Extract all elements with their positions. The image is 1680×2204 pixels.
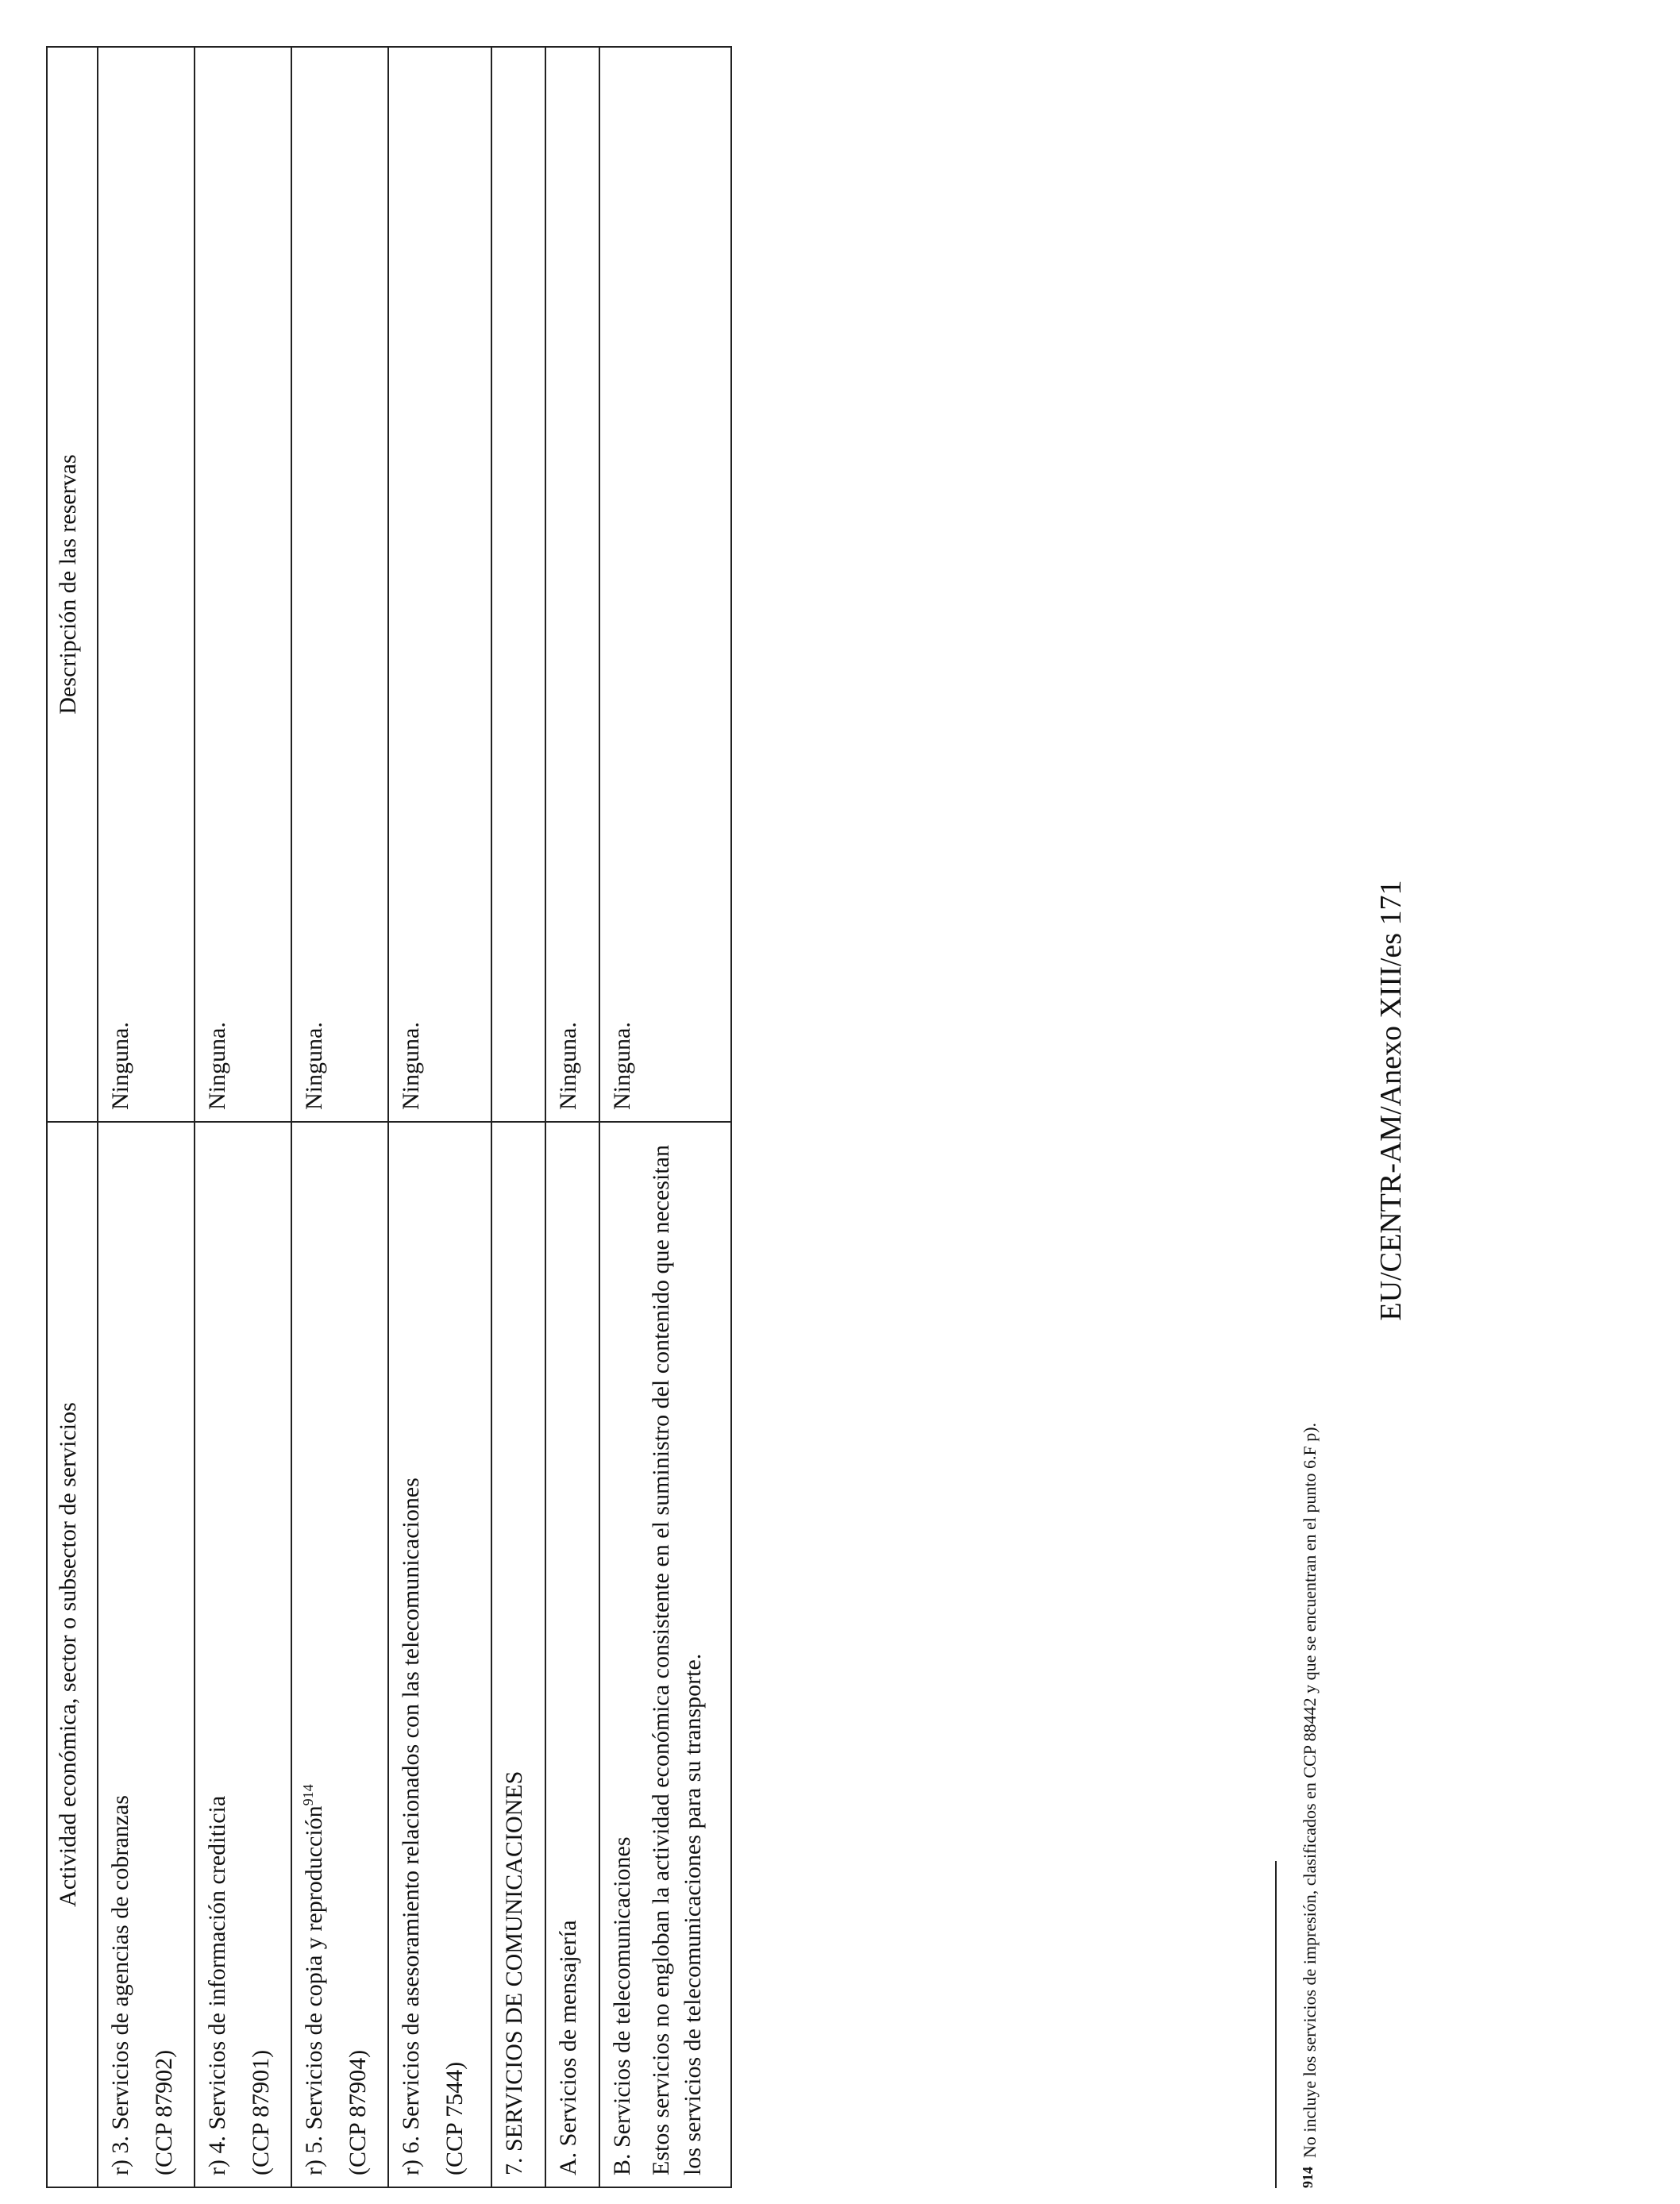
activity-note: Estos servicios no engloban la actividad económica consistente en el suministro del contenido que necesitan los servicios de telecomunicaciones para su transporte. (647, 1145, 706, 2175)
table-row (195, 47, 291, 2187)
activity-cell: A. Servicios de mensajería (545, 1122, 599, 2187)
footnote-reference[interactable]: 914 (300, 1784, 316, 1806)
activity-title: r) 5. Servicios de copia y reproducción (301, 1805, 327, 2175)
reserve-cell: Ninguna. (98, 47, 195, 1122)
activity-cell (195, 1122, 291, 2187)
activity-title: B. Servicios de telecomunicaciones (609, 1836, 635, 2175)
reserve-cell: Ninguna. (291, 47, 388, 1122)
footnote-text: No incluye los servicios de impresión, clasificados en CCP 88442 y que se encuentran en el punto 6.F p). (1300, 1422, 1320, 2158)
footnote (1299, 124, 1322, 2188)
reserve-cell: Ninguna. (388, 47, 491, 1122)
table-row (98, 47, 195, 2187)
activity-code: (CCP 87904) (344, 2049, 371, 2175)
header-activity: Actividad económica, sector o subsector de servicios (47, 1122, 98, 2187)
section-heading-cell: 7. SERVICIOS DE COMUNICACIONES (491, 1122, 545, 2187)
reserve-cell: Ninguna. (545, 47, 599, 1122)
header-reserves: Descripción de las reservas (47, 47, 98, 1122)
activity-title-with-footnote (299, 1134, 331, 2175)
activity-cell (291, 1122, 388, 2187)
activity-cell (98, 1122, 195, 2187)
reserve-cell: Ninguna. (599, 47, 731, 1122)
activity-title: r) 6. Servicios de asesoramiento relacionados con las telecomunicaciones (398, 1478, 424, 2175)
activity-code: (CCP 7544) (441, 2061, 468, 2175)
activity-title: r) 3. Servicios de agencias de cobranzas (107, 1795, 133, 2175)
reserve-cell: Ninguna. (195, 47, 291, 1122)
activity-title: r) 4. Servicios de información crediticia (204, 1795, 230, 2175)
table-row (291, 47, 388, 2187)
reserves-table (46, 46, 732, 2188)
activity-cell (599, 1122, 731, 2187)
table-row (545, 47, 599, 2187)
activity-code: (CCP 87902) (150, 2049, 177, 2175)
reserve-cell (491, 47, 545, 1122)
footnote-separator (1275, 1861, 1277, 2188)
table-header-row (47, 47, 98, 2187)
page-reference: EU/CENTR-AM/Anexo XIII/es 171 (1374, 880, 1408, 1321)
activity-code: (CCP 87901) (247, 2049, 274, 2175)
table-row (388, 47, 491, 2187)
footnote-number: 914 (1300, 2167, 1316, 2188)
table-row (599, 47, 731, 2187)
table-row (491, 47, 545, 2187)
activity-cell (388, 1122, 491, 2187)
